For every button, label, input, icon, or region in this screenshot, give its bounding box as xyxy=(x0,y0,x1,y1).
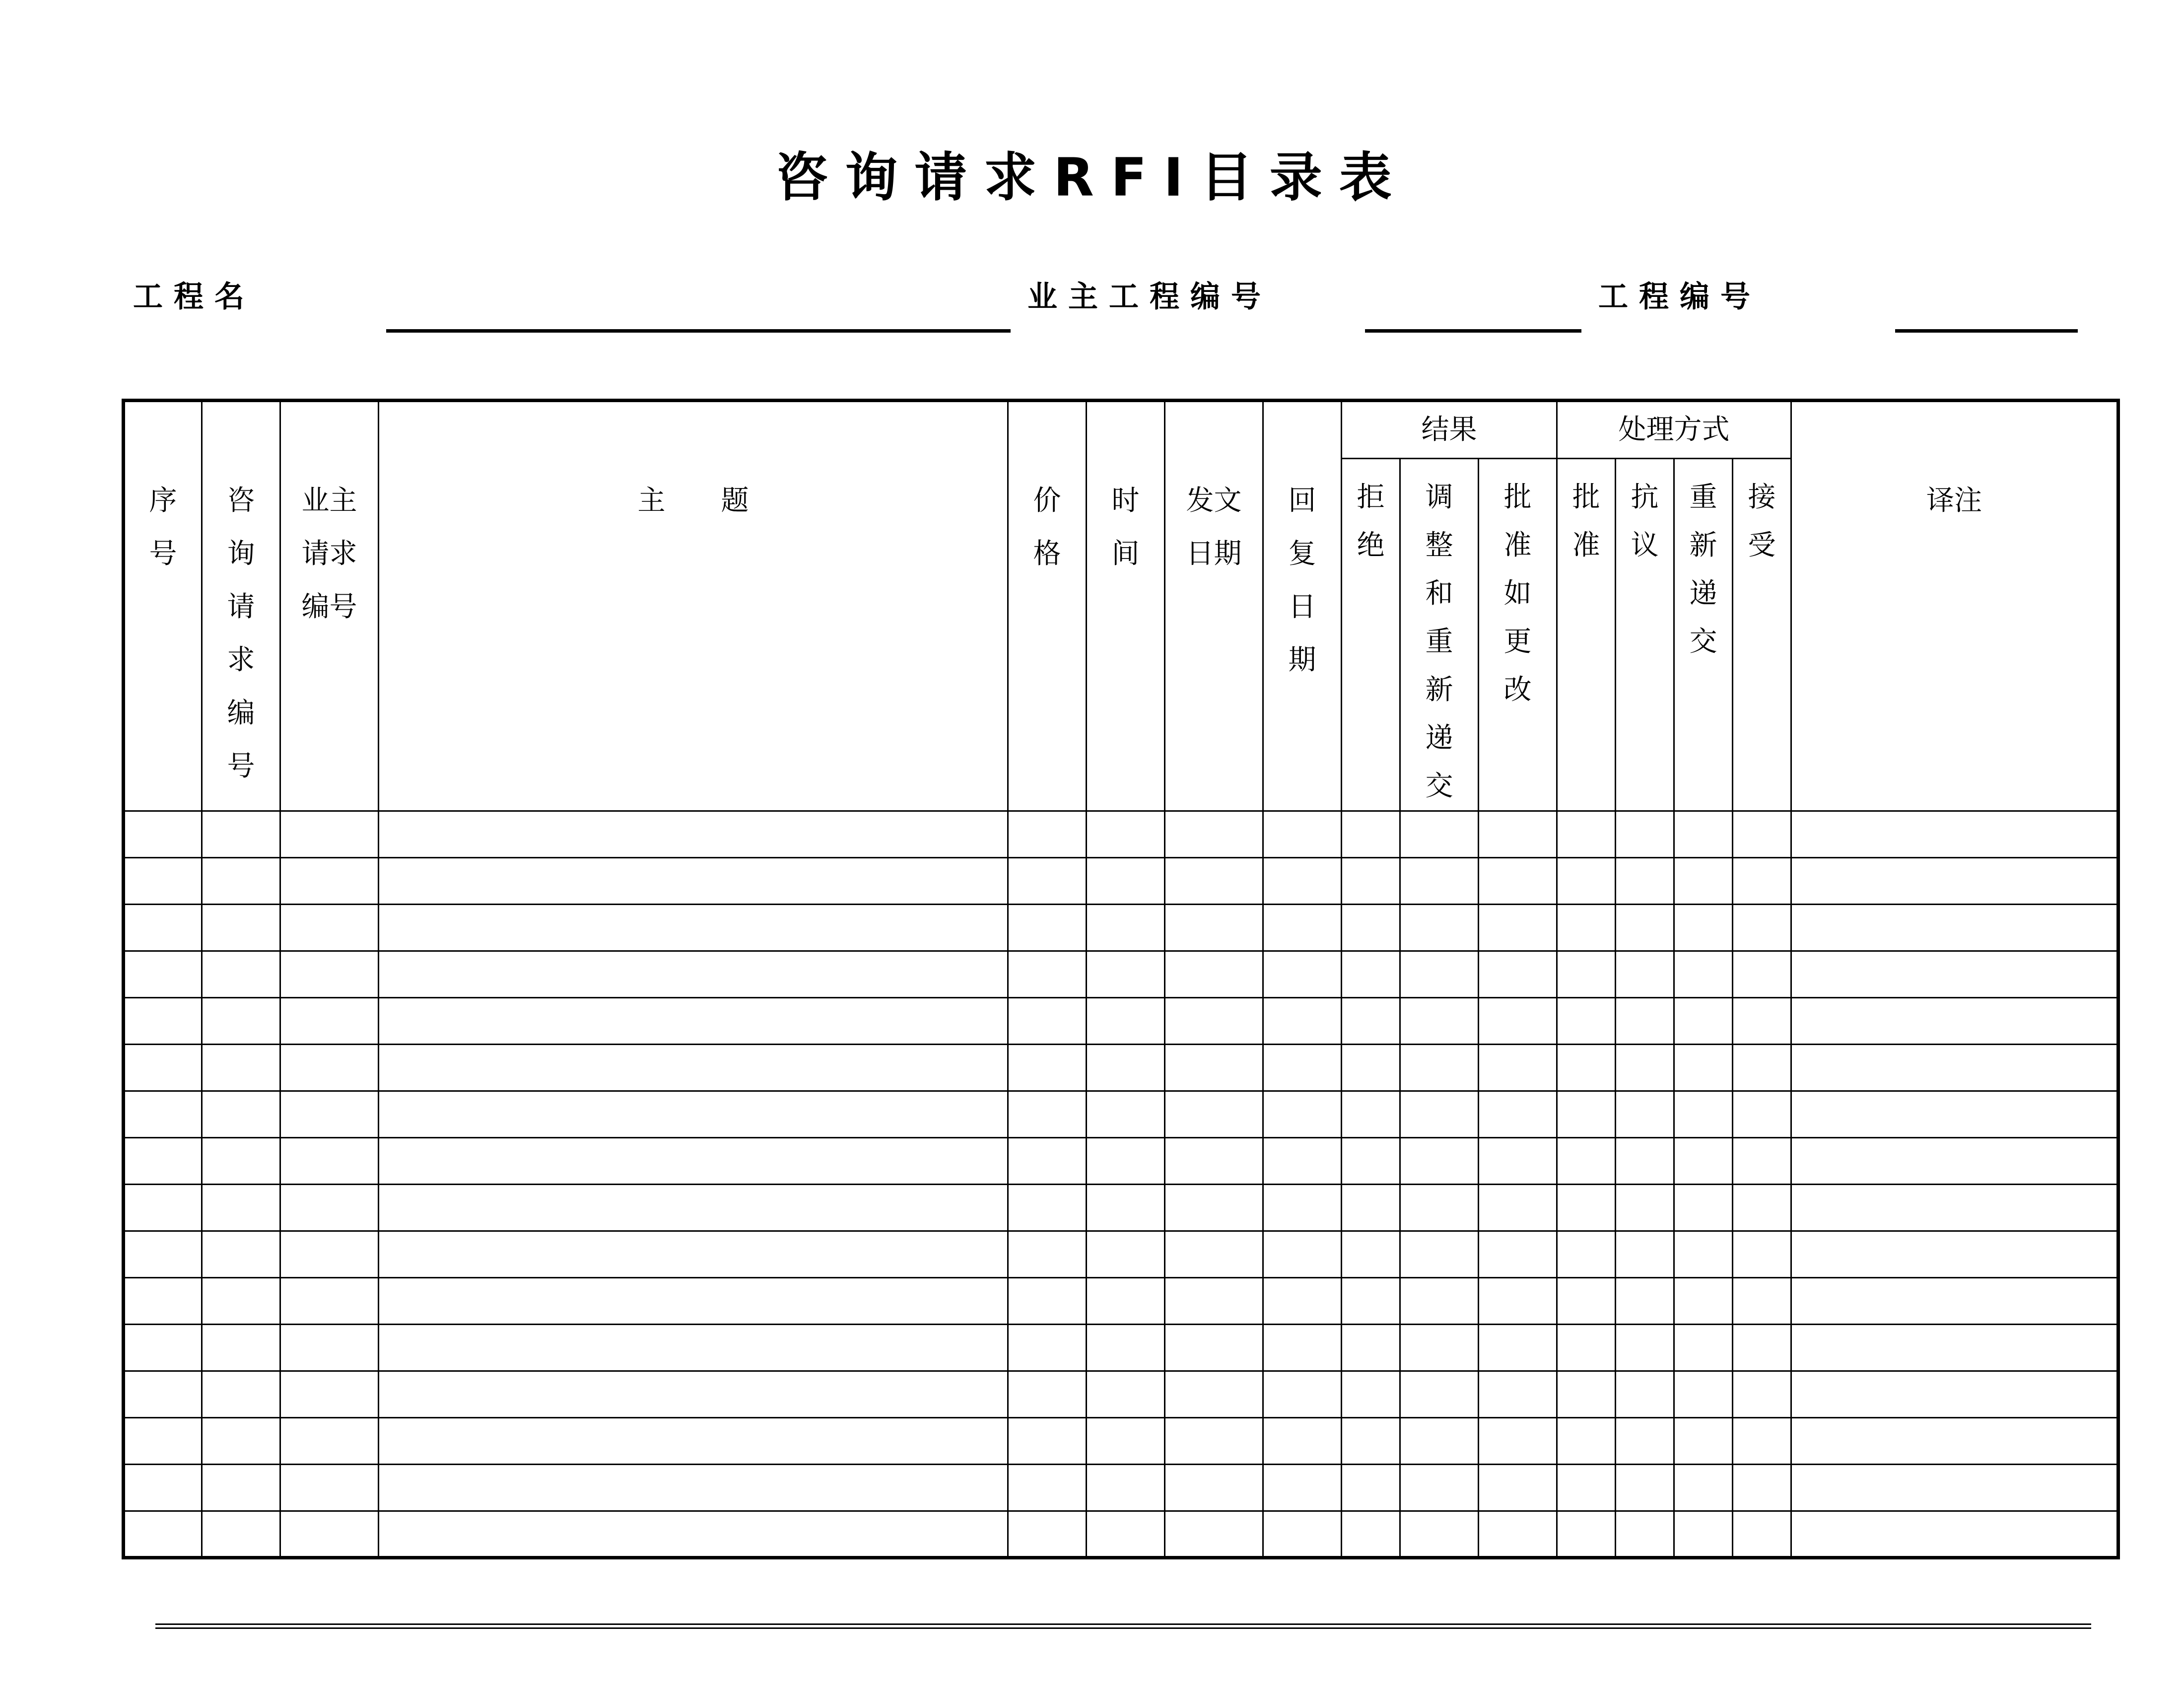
table-cell[interactable] xyxy=(1342,1418,1400,1465)
table-cell[interactable] xyxy=(1616,1231,1674,1278)
table-cell[interactable] xyxy=(1342,1325,1400,1371)
table-cell[interactable] xyxy=(1616,1465,1674,1511)
table-cell[interactable] xyxy=(124,1465,202,1511)
project-no-field[interactable] xyxy=(1895,329,2078,333)
table-cell[interactable] xyxy=(1165,1278,1263,1325)
table-cell[interactable] xyxy=(202,1511,280,1558)
table-cell[interactable] xyxy=(1008,1418,1087,1465)
table-cell[interactable] xyxy=(1557,1091,1616,1138)
table-cell[interactable] xyxy=(1791,1278,2118,1325)
table-cell[interactable] xyxy=(1791,998,2118,1045)
header-result-approve-modify: 批准如更改 xyxy=(1479,459,1557,811)
table-cell[interactable] xyxy=(1674,858,1733,905)
table-cell[interactable] xyxy=(124,1371,202,1418)
table-row xyxy=(124,858,2118,905)
table-row xyxy=(124,998,2118,1045)
header-rfi-no: 咨询请求编号 xyxy=(202,401,280,811)
table-row xyxy=(124,1091,2118,1138)
header-result-reject: 拒绝 xyxy=(1342,459,1400,811)
table-cell[interactable] xyxy=(379,1185,1008,1231)
table-cell[interactable] xyxy=(1616,1278,1674,1325)
table-row xyxy=(124,1465,2118,1511)
project-name-label: 工程名 xyxy=(133,280,255,314)
table-cell[interactable] xyxy=(124,951,202,998)
table-cell[interactable] xyxy=(1557,905,1616,951)
table-cell[interactable] xyxy=(1479,1511,1557,1558)
rfi-table xyxy=(122,399,2120,1559)
table-row xyxy=(124,1418,2118,1465)
table-cell[interactable] xyxy=(124,1091,202,1138)
table-cell[interactable] xyxy=(202,1278,280,1325)
table-cell[interactable] xyxy=(1087,1325,1165,1371)
header-reply-date: 回复日期 xyxy=(1263,401,1342,811)
table-cell[interactable] xyxy=(1616,1045,1674,1091)
table-cell[interactable] xyxy=(1165,1091,1263,1138)
table-cell[interactable] xyxy=(124,1278,202,1325)
table-cell[interactable] xyxy=(1616,1325,1674,1371)
table-cell[interactable] xyxy=(379,1371,1008,1418)
table-cell[interactable] xyxy=(202,1418,280,1465)
table-cell[interactable] xyxy=(1557,1045,1616,1091)
table-cell[interactable] xyxy=(280,1465,379,1511)
table-cell[interactable] xyxy=(1616,1371,1674,1418)
header-owner-request-no: 业主请求编号 xyxy=(280,401,379,811)
table-cell[interactable] xyxy=(1087,858,1165,905)
table-cell[interactable] xyxy=(379,858,1008,905)
table-cell[interactable] xyxy=(379,1045,1008,1091)
table-cell[interactable] xyxy=(202,1371,280,1418)
table-cell[interactable] xyxy=(280,1231,379,1278)
table-cell[interactable] xyxy=(1342,1138,1400,1185)
table-cell[interactable] xyxy=(1674,1418,1733,1465)
owner-project-no-field[interactable] xyxy=(1365,329,1581,333)
table-cell[interactable] xyxy=(1400,1138,1479,1185)
table-cell[interactable] xyxy=(1342,905,1400,951)
table-cell[interactable] xyxy=(1263,1231,1342,1278)
table-cell[interactable] xyxy=(1733,1465,1791,1511)
table-cell[interactable] xyxy=(1791,1418,2118,1465)
table-cell[interactable] xyxy=(1557,998,1616,1045)
table-cell[interactable] xyxy=(280,1511,379,1558)
table-cell[interactable] xyxy=(379,1511,1008,1558)
table-cell[interactable] xyxy=(280,1091,379,1138)
table-cell[interactable] xyxy=(1008,1511,1087,1558)
table-cell[interactable] xyxy=(1479,1418,1557,1465)
header-result-adjust: 调整和重新递交 xyxy=(1400,459,1479,811)
table-cell[interactable] xyxy=(379,1465,1008,1511)
table-cell[interactable] xyxy=(1791,1325,2118,1371)
table-cell[interactable] xyxy=(1557,1325,1616,1371)
table-row xyxy=(124,1371,2118,1418)
table-cell[interactable] xyxy=(1165,998,1263,1045)
table-cell[interactable] xyxy=(1791,1465,2118,1511)
table-cell[interactable] xyxy=(1087,998,1165,1045)
table-cell[interactable] xyxy=(1400,1418,1479,1465)
table-cell[interactable] xyxy=(1479,1465,1557,1511)
table-cell[interactable] xyxy=(1263,1465,1342,1511)
table-cell[interactable] xyxy=(1165,1325,1263,1371)
table-cell[interactable] xyxy=(1165,1185,1263,1231)
table-cell[interactable] xyxy=(202,1138,280,1185)
table-cell[interactable] xyxy=(379,811,1008,858)
table-cell[interactable] xyxy=(202,998,280,1045)
table-row xyxy=(124,951,2118,998)
table-cell[interactable] xyxy=(1557,1511,1616,1558)
table-cell[interactable] xyxy=(280,1325,379,1371)
table-cell[interactable] xyxy=(1263,1325,1342,1371)
table-cell[interactable] xyxy=(1674,811,1733,858)
table-cell[interactable] xyxy=(1263,951,1342,998)
table-cell[interactable] xyxy=(1557,1185,1616,1231)
table-cell[interactable] xyxy=(1342,1091,1400,1138)
table-cell[interactable] xyxy=(1165,811,1263,858)
table-cell[interactable] xyxy=(1400,858,1479,905)
table-cell[interactable] xyxy=(280,1045,379,1091)
table-cell[interactable] xyxy=(1479,1325,1557,1371)
table-cell[interactable] xyxy=(1165,951,1263,998)
table-cell[interactable] xyxy=(1674,998,1733,1045)
table-row xyxy=(124,1138,2118,1185)
table-cell[interactable] xyxy=(1616,811,1674,858)
header-handling-group: 处理方式 xyxy=(1557,401,1791,459)
table-cell[interactable] xyxy=(1008,1091,1087,1138)
table-cell[interactable] xyxy=(1674,1371,1733,1418)
table-cell[interactable] xyxy=(1557,951,1616,998)
table-cell[interactable] xyxy=(1400,1465,1479,1511)
table-cell[interactable] xyxy=(124,1325,202,1371)
project-name-field[interactable] xyxy=(386,329,1011,333)
table-cell[interactable] xyxy=(1008,1185,1087,1231)
table-cell[interactable] xyxy=(280,1278,379,1325)
table-cell[interactable] xyxy=(1008,1045,1087,1091)
table-cell[interactable] xyxy=(280,1185,379,1231)
table-cell[interactable] xyxy=(1791,811,2118,858)
table-cell[interactable] xyxy=(1342,1371,1400,1418)
table-cell[interactable] xyxy=(1087,1138,1165,1185)
table-cell[interactable] xyxy=(1087,1091,1165,1138)
table-cell[interactable] xyxy=(1674,1138,1733,1185)
table-cell[interactable] xyxy=(280,998,379,1045)
table-cell[interactable] xyxy=(1616,1511,1674,1558)
table-cell[interactable] xyxy=(1400,951,1479,998)
table-cell[interactable] xyxy=(1674,1045,1733,1091)
table-cell[interactable] xyxy=(202,1091,280,1138)
table-cell[interactable] xyxy=(202,905,280,951)
table-cell[interactable] xyxy=(379,951,1008,998)
table-row xyxy=(124,1045,2118,1091)
table-cell[interactable] xyxy=(1733,998,1791,1045)
table-cell[interactable] xyxy=(1400,811,1479,858)
table-cell[interactable] xyxy=(1674,951,1733,998)
table-cell[interactable] xyxy=(1674,1511,1733,1558)
table-cell[interactable] xyxy=(280,1138,379,1185)
table-cell[interactable] xyxy=(1263,998,1342,1045)
table-cell[interactable] xyxy=(1616,858,1674,905)
table-cell[interactable] xyxy=(1557,1371,1616,1418)
table-cell[interactable] xyxy=(1733,1045,1791,1091)
table-cell[interactable] xyxy=(1263,1511,1342,1558)
footer-double-rule xyxy=(155,1623,2091,1629)
table-cell[interactable] xyxy=(1400,1278,1479,1325)
table-cell[interactable] xyxy=(124,1511,202,1558)
table-cell[interactable] xyxy=(1087,1185,1165,1231)
table-cell[interactable] xyxy=(1791,1511,2118,1558)
table-cell[interactable] xyxy=(1400,1231,1479,1278)
table-cell[interactable] xyxy=(1165,905,1263,951)
table-cell[interactable] xyxy=(1087,1045,1165,1091)
table-cell[interactable] xyxy=(1616,1418,1674,1465)
table-row xyxy=(124,1325,2118,1371)
table-cell[interactable] xyxy=(1479,998,1557,1045)
table-cell[interactable] xyxy=(1733,1371,1791,1418)
table-cell[interactable] xyxy=(1616,1185,1674,1231)
table-cell[interactable] xyxy=(1733,1138,1791,1185)
table-cell[interactable] xyxy=(1087,1231,1165,1278)
table-cell[interactable] xyxy=(202,951,280,998)
table-cell[interactable] xyxy=(1791,858,2118,905)
table-cell[interactable] xyxy=(1400,1045,1479,1091)
table-cell[interactable] xyxy=(1674,1465,1733,1511)
table-cell[interactable] xyxy=(1479,858,1557,905)
table-row xyxy=(124,1185,2118,1231)
table-cell[interactable] xyxy=(1733,1278,1791,1325)
table-cell[interactable] xyxy=(280,1418,379,1465)
table-cell[interactable] xyxy=(1087,811,1165,858)
table-cell[interactable] xyxy=(379,1091,1008,1138)
table-cell[interactable] xyxy=(1479,811,1557,858)
table-cell[interactable] xyxy=(1733,1231,1791,1278)
table-cell[interactable] xyxy=(1791,1231,2118,1278)
table-cell[interactable] xyxy=(1008,1138,1087,1185)
table-cell[interactable] xyxy=(1674,1231,1733,1278)
header-handling-accept: 接受 xyxy=(1733,459,1791,811)
table-cell[interactable] xyxy=(1557,1278,1616,1325)
table-cell[interactable] xyxy=(1008,1278,1087,1325)
table-cell[interactable] xyxy=(1008,998,1087,1045)
table-cell[interactable] xyxy=(124,1185,202,1231)
table-cell[interactable] xyxy=(1479,1231,1557,1278)
header-subject: 主 题 xyxy=(379,401,1008,811)
table-cell[interactable] xyxy=(1733,1185,1791,1231)
table-cell[interactable] xyxy=(1400,1371,1479,1418)
table-cell[interactable] xyxy=(1616,951,1674,998)
table-cell[interactable] xyxy=(124,811,202,858)
header-handling-dispute: 抗议 xyxy=(1616,459,1674,811)
table-cell[interactable] xyxy=(124,905,202,951)
table-cell[interactable] xyxy=(1263,1278,1342,1325)
table-cell[interactable] xyxy=(1342,1185,1400,1231)
table-cell[interactable] xyxy=(1557,1231,1616,1278)
table-cell[interactable] xyxy=(202,811,280,858)
header-time: 时间 xyxy=(1087,401,1165,811)
table-cell[interactable] xyxy=(1342,1231,1400,1278)
table-cell[interactable] xyxy=(1674,1185,1733,1231)
table-cell[interactable] xyxy=(1263,1045,1342,1091)
table-cell[interactable] xyxy=(1165,1138,1263,1185)
table-cell[interactable] xyxy=(1165,1418,1263,1465)
table-cell[interactable] xyxy=(1733,1091,1791,1138)
table-cell[interactable] xyxy=(202,1185,280,1231)
table-cell[interactable] xyxy=(1400,1325,1479,1371)
table-cell[interactable] xyxy=(1342,1511,1400,1558)
table-cell[interactable] xyxy=(1087,1465,1165,1511)
table-cell[interactable] xyxy=(1733,811,1791,858)
table-cell[interactable] xyxy=(1791,1138,2118,1185)
table-cell[interactable] xyxy=(1674,905,1733,951)
table-cell[interactable] xyxy=(1087,951,1165,998)
table-cell[interactable] xyxy=(280,951,379,998)
table-cell[interactable] xyxy=(1400,998,1479,1045)
table-cell[interactable] xyxy=(1087,905,1165,951)
table-cell[interactable] xyxy=(1674,1091,1733,1138)
table-cell[interactable] xyxy=(1733,951,1791,998)
table-cell[interactable] xyxy=(280,811,379,858)
table-cell[interactable] xyxy=(1733,858,1791,905)
table-cell[interactable] xyxy=(1165,1465,1263,1511)
header-handling-resubmit: 重新递交 xyxy=(1674,459,1733,811)
table-row xyxy=(124,1278,2118,1325)
table-cell[interactable] xyxy=(1263,811,1342,858)
table-cell[interactable] xyxy=(1165,858,1263,905)
table-cell[interactable] xyxy=(1165,1371,1263,1418)
table-cell[interactable] xyxy=(1791,1091,2118,1138)
table-cell[interactable] xyxy=(1479,1138,1557,1185)
header-handling-approve: 批准 xyxy=(1557,459,1616,811)
table-cell[interactable] xyxy=(379,905,1008,951)
table-cell[interactable] xyxy=(124,1138,202,1185)
table-cell[interactable] xyxy=(124,998,202,1045)
table-cell[interactable] xyxy=(124,858,202,905)
table-cell[interactable] xyxy=(1479,1045,1557,1091)
header-seq: 序号 xyxy=(124,401,202,811)
table-cell[interactable] xyxy=(1791,905,2118,951)
table-cell[interactable] xyxy=(1557,1465,1616,1511)
table-cell[interactable] xyxy=(1087,1371,1165,1418)
table-cell[interactable] xyxy=(1008,951,1087,998)
table-cell[interactable] xyxy=(202,1045,280,1091)
table-cell[interactable] xyxy=(1263,1138,1342,1185)
table-cell[interactable] xyxy=(1342,1465,1400,1511)
table-cell[interactable] xyxy=(1008,905,1087,951)
table-cell[interactable] xyxy=(1008,1371,1087,1418)
table-cell[interactable] xyxy=(1342,1278,1400,1325)
page-title: 咨询请求RFI目录表 xyxy=(775,147,1409,208)
table-cell[interactable] xyxy=(379,1325,1008,1371)
table-row xyxy=(124,811,2118,858)
table-cell[interactable] xyxy=(379,1231,1008,1278)
table-cell[interactable] xyxy=(1674,1325,1733,1371)
project-no-label: 工程编号 xyxy=(1598,280,1761,314)
table-cell[interactable] xyxy=(1263,1091,1342,1138)
table-cell[interactable] xyxy=(1791,1185,2118,1231)
table-cell[interactable] xyxy=(1087,1511,1165,1558)
table-cell[interactable] xyxy=(1557,858,1616,905)
table-cell[interactable] xyxy=(1400,905,1479,951)
table-cell[interactable] xyxy=(1674,1278,1733,1325)
table-cell[interactable] xyxy=(1733,1325,1791,1371)
table-cell[interactable] xyxy=(1557,1138,1616,1185)
table-row xyxy=(124,1511,2118,1558)
table-cell[interactable] xyxy=(280,905,379,951)
table-cell[interactable] xyxy=(1342,811,1400,858)
table-cell[interactable] xyxy=(1479,1185,1557,1231)
table-cell[interactable] xyxy=(1263,905,1342,951)
table-cell[interactable] xyxy=(1791,951,2118,998)
table-cell[interactable] xyxy=(379,1418,1008,1465)
table-cell[interactable] xyxy=(1616,905,1674,951)
table-cell[interactable] xyxy=(280,1371,379,1418)
table-cell[interactable] xyxy=(1479,1371,1557,1418)
table-cell[interactable] xyxy=(280,858,379,905)
table-cell[interactable] xyxy=(1616,998,1674,1045)
table-cell[interactable] xyxy=(1557,1418,1616,1465)
table-cell[interactable] xyxy=(1008,858,1087,905)
table-cell[interactable] xyxy=(379,1138,1008,1185)
table-cell[interactable] xyxy=(1791,1045,2118,1091)
table-cell[interactable] xyxy=(124,1045,202,1091)
header-price: 价格 xyxy=(1008,401,1087,811)
table-cell[interactable] xyxy=(1263,1418,1342,1465)
table-cell[interactable] xyxy=(1342,998,1400,1045)
table-cell[interactable] xyxy=(1165,1045,1263,1091)
table-cell[interactable] xyxy=(1400,1091,1479,1138)
table-cell[interactable] xyxy=(1616,1091,1674,1138)
table-cell[interactable] xyxy=(1263,1185,1342,1231)
table-cell[interactable] xyxy=(1479,951,1557,998)
table-cell[interactable] xyxy=(1616,1138,1674,1185)
table-cell[interactable] xyxy=(1342,951,1400,998)
table-cell[interactable] xyxy=(379,998,1008,1045)
table-cell[interactable] xyxy=(1557,811,1616,858)
table-cell[interactable] xyxy=(1733,1418,1791,1465)
table-cell[interactable] xyxy=(1342,1045,1400,1091)
table-cell[interactable] xyxy=(202,1465,280,1511)
table-cell[interactable] xyxy=(1087,1278,1165,1325)
table-cell[interactable] xyxy=(1165,1511,1263,1558)
table-cell[interactable] xyxy=(1733,905,1791,951)
table-cell[interactable] xyxy=(1479,1278,1557,1325)
table-cell[interactable] xyxy=(1008,1231,1087,1278)
table-cell[interactable] xyxy=(1008,1325,1087,1371)
table-cell[interactable] xyxy=(202,858,280,905)
table-cell[interactable] xyxy=(379,1278,1008,1325)
table-cell[interactable] xyxy=(1400,1185,1479,1231)
table-cell[interactable] xyxy=(1733,1511,1791,1558)
owner-project-no-label: 业主工程编号 xyxy=(1027,280,1272,314)
table-cell[interactable] xyxy=(1165,1231,1263,1278)
table-cell[interactable] xyxy=(1008,1465,1087,1511)
table-row xyxy=(124,1231,2118,1278)
table-cell[interactable] xyxy=(124,1418,202,1465)
table-cell[interactable] xyxy=(1791,1371,2118,1418)
table-cell[interactable] xyxy=(124,1231,202,1278)
table-cell[interactable] xyxy=(1479,905,1557,951)
table-cell[interactable] xyxy=(1087,1418,1165,1465)
table-cell[interactable] xyxy=(202,1231,280,1278)
header-remarks: 译注 xyxy=(1791,401,2118,811)
table-cell[interactable] xyxy=(1263,858,1342,905)
header-issue-date: 发文日期 xyxy=(1165,401,1263,811)
table-cell[interactable] xyxy=(1342,858,1400,905)
table-cell[interactable] xyxy=(1263,1371,1342,1418)
table-cell[interactable] xyxy=(202,1325,280,1371)
table-row xyxy=(124,905,2118,951)
table-cell[interactable] xyxy=(1008,811,1087,858)
header-result-group: 结果 xyxy=(1342,401,1557,459)
table-cell[interactable] xyxy=(1400,1511,1479,1558)
table-cell[interactable] xyxy=(1479,1091,1557,1138)
